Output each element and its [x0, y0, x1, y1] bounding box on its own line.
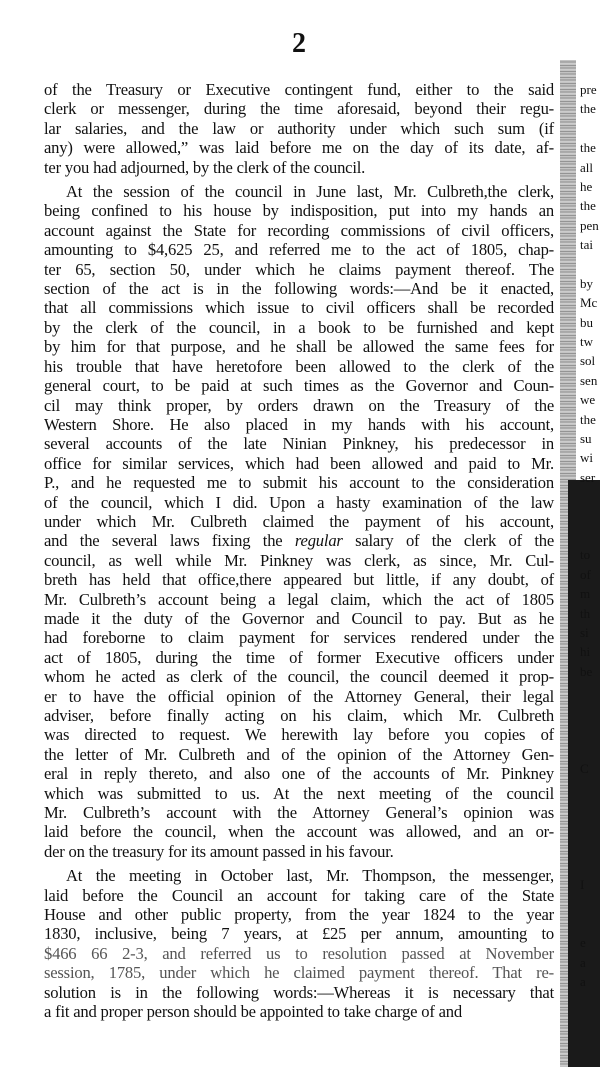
text-line: cil may think proper, by orders drawn on the Treasury of the	[44, 395, 554, 415]
text-line: council, as well while Mr. Pinkney was clerk, as since, Mr. Cul-	[44, 550, 554, 570]
text-line: 1830, inclusive, being 7 years, at £25 per annum, amounting to	[44, 924, 554, 944]
text-line: Western Shore. He also placed in my hands with his account,	[44, 414, 554, 434]
adjacent-text-fragment: a	[580, 954, 586, 970]
text-line: Mr. Culbreth’s account with the Attorney General’s opinion was	[44, 803, 554, 823]
adjacent-text-fragment: th	[580, 605, 591, 621]
text-line: clerk or messenger, during the time aforesaid, beyond their regu-	[44, 99, 554, 119]
adjacent-text-fragment: tai	[580, 237, 593, 253]
adjacent-text-fragment: the	[580, 140, 596, 156]
adjacent-text-fragment: the	[580, 198, 596, 214]
text-line: of the council, which I did. Upon a hasty examination of the law	[44, 492, 554, 512]
text-line: P., and he requested me to submit his account to the consideration	[44, 473, 554, 493]
adjacent-text-fragment	[580, 701, 600, 720]
text-line: office for similar services, which had been allowed and paid to Mr.	[44, 453, 554, 473]
adjacent-text-fragment: su	[580, 431, 592, 447]
text-line: account against the State for recording commissions of civil officers,	[44, 220, 554, 240]
adjacent-text-fragment: hi	[580, 644, 591, 660]
adjacent-text-fragment: be	[580, 663, 593, 679]
adjacent-text-fragment	[580, 119, 600, 138]
text-line: eral in reply thereto, and also one of the accounts of Mr. Pinkney	[44, 764, 554, 784]
text-line: which was submitted to us. At the next meeting of the council	[44, 783, 554, 803]
text-line: amounting to $4,625 25, and referred me to the act of 1805, chap-	[44, 240, 554, 260]
text-line: a fit and proper person should be appointed to take charge of and	[44, 1002, 462, 1022]
text-line: der on the treasury for its amount passed in his favour.	[44, 841, 394, 861]
text-line: $466 66 2-3, and referred us to resolution passed at November	[44, 943, 554, 963]
text-line: the letter of Mr. Culbreth and of the opinion of the Attorney Gen-	[44, 744, 554, 764]
text-line: House and other public property, from the year 1824 to the year	[44, 905, 554, 925]
adjacent-text-fragment: all	[580, 159, 593, 175]
adjacent-text-fragment: to	[580, 547, 591, 563]
text-line: solution is in the following words:—Whereas it is necessary that	[44, 982, 554, 1002]
text-line: being confined to his house by indisposition, put into my hands an	[44, 201, 554, 221]
text-line: laid before the council, when the account was allowed, and an or-	[44, 822, 554, 842]
adjacent-text-fragment: e	[580, 935, 586, 951]
adjacent-text-fragment	[580, 914, 600, 933]
adjacent-text-fragment	[580, 507, 600, 526]
adjacent-text-fragment: Mc	[580, 295, 598, 311]
adjacent-text-fragment: wi	[580, 450, 593, 466]
text-line: of the Treasury or Executive contingent fund, either to the said	[44, 80, 554, 99]
adjacent-text-fragment: he	[580, 178, 593, 194]
adjacent-text-fragment	[580, 526, 600, 545]
adjacent-text-fragment	[580, 817, 600, 836]
adjacent-text-fragment	[580, 255, 600, 274]
text-line: er to have the official opinion of the Attorney General, their legal	[44, 686, 554, 706]
adjacent-text-fragment	[580, 797, 600, 816]
adjacent-text-fragment: I	[580, 877, 585, 893]
text-line: any) were allowed,” was laid before me on the day of its date, af-	[44, 138, 554, 158]
text-line: Mr. Culbreth’s account being a legal claim, which the act of 1805	[44, 589, 554, 609]
adjacent-text-fragment	[580, 681, 600, 700]
adjacent-text-fragment: pen	[580, 217, 599, 233]
adjacent-text-fragment	[580, 720, 600, 739]
adjacent-text-fragment	[580, 778, 600, 797]
adjacent-text-fragment: bu	[580, 314, 593, 330]
text-line: general court, to be paid at such times as the Governor and Coun-	[44, 376, 554, 396]
text-line: by him for that purpose, and he shall be allowed the same fees for	[44, 337, 554, 357]
text-line: act of 1805, during the time of former Executive officers under	[44, 647, 554, 667]
adjacent-text-fragment: the	[580, 101, 596, 117]
text-line: under which Mr. Culbreth claimed the payment of his account,	[44, 511, 554, 531]
text-line: session, 1785, under which he claimed payment thereof. That re-	[44, 963, 554, 983]
text-line: was directed to request. We herewith lay before you copies of	[44, 725, 554, 745]
text-line: lar salaries, and the law or authority under which such sum (if	[44, 118, 554, 138]
text-line: adviser, before finally acting on his claim, which Mr. Culbreth	[44, 706, 554, 725]
text-line: by the clerk of the council, in a book to be furnished and kept	[44, 317, 554, 337]
adjacent-text-fragment: a	[580, 973, 586, 989]
adjacent-text-fragment	[580, 487, 600, 506]
adjacent-text-fragment: pre	[580, 82, 597, 97]
adjacent-text-fragment: we	[580, 392, 596, 408]
adjacent-text-fragment: C	[580, 760, 589, 776]
text-line: several accounts of the late Ninian Pinkney, his predecessor in	[44, 434, 554, 454]
page-number: 2	[292, 28, 306, 59]
adjacent-text-fragment: of	[580, 566, 591, 582]
adjacent-text-fragment: si	[580, 624, 589, 640]
text-line: whom he acted as clerk of the council, the council deemed it prop-	[44, 667, 554, 687]
adjacent-text-fragment: m	[580, 586, 591, 602]
text-line: laid before the Council an account for taking care of the State	[44, 885, 554, 905]
text-line: and the several laws fixing the regular salary of the clerk of the	[44, 531, 554, 551]
text-line: At the session of the council in June last, Mr. Culbreth,the clerk,	[66, 182, 554, 202]
text-line: section of the act is in the following words:—And be it enacted,	[44, 279, 554, 299]
adjacent-text-fragment	[580, 739, 600, 758]
adjacent-text-fragment: the	[580, 411, 596, 427]
text-line: ter you had adjourned, by the clerk of the council.	[44, 157, 366, 177]
adjacent-text-fragment: sol	[580, 353, 596, 369]
text-line: At the meeting in October last, Mr. Thompson, the messenger,	[66, 866, 554, 886]
text-line: that all commissions which issue to civil officers shall be recorded	[44, 298, 554, 318]
adjacent-text-fragment	[580, 991, 600, 1010]
adjacent-text-fragment	[580, 856, 600, 875]
adjacent-text-fragment: ser	[580, 469, 596, 485]
adjacent-text-fragment: by	[580, 275, 593, 291]
text-line: had foreborne to claim payment for services rendered under the	[44, 628, 554, 648]
text-line: ter 65, section 50, under which he claims payment thereof. The	[44, 259, 554, 279]
adjacent-text-fragment: tw	[580, 334, 593, 350]
emphasis-word: regular	[294, 531, 343, 551]
text-line: his trouble that have heretofore been allowed to the clerk of the	[44, 356, 554, 376]
text-line: made it the duty of the Governor and Council to pay. But as he	[44, 608, 554, 628]
adjacent-text-fragment	[580, 894, 600, 913]
document-body	[44, 80, 554, 1022]
text-line: breth has held that office,there appeared but little, if any doubt, of	[44, 570, 554, 590]
adjacent-page-fragment	[580, 80, 600, 989]
adjacent-text-fragment: sen	[580, 372, 598, 388]
adjacent-text-fragment	[580, 836, 600, 855]
